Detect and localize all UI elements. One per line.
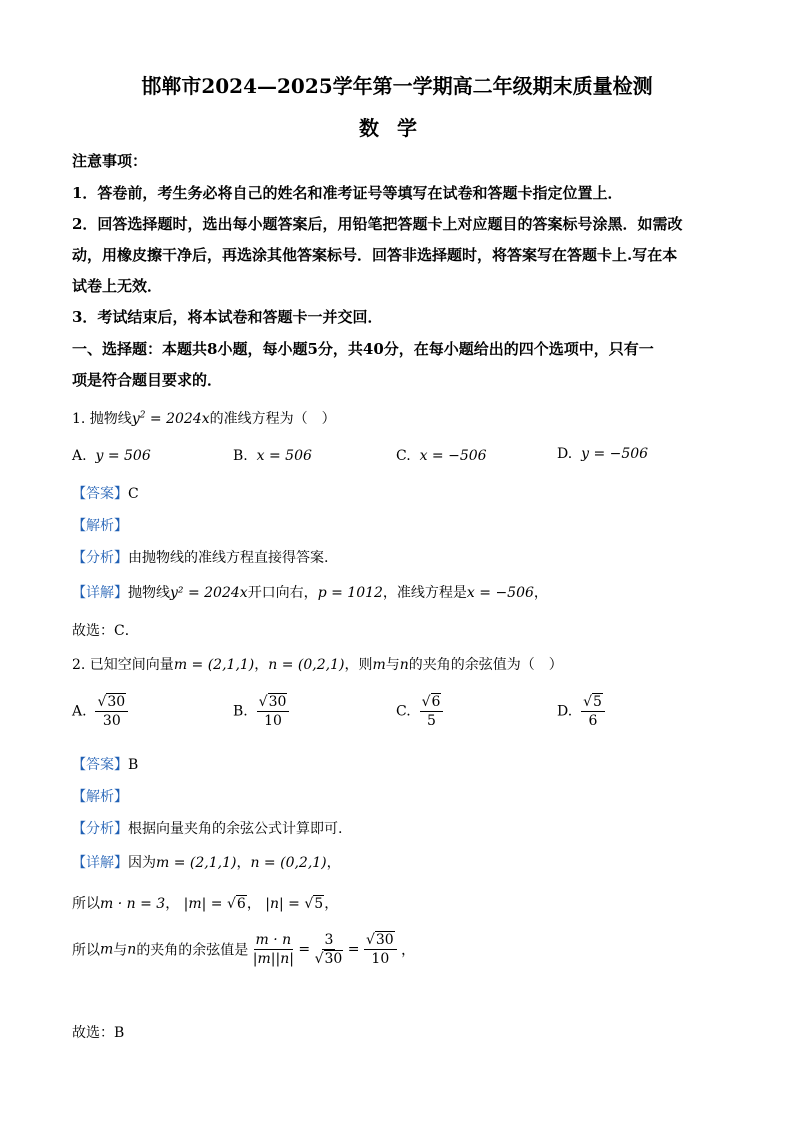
q2-detail: 【详解】因为m = (2,1,1)，n = (0,2,1)，: [72, 855, 341, 871]
q1-option-b: B. x = 506: [233, 448, 312, 464]
q2-vector-m: m = (2,1,1): [173, 657, 255, 673]
q2-detail-line-2: 所以m · n = 3， |m| = √6， |n| = √5，: [72, 896, 339, 912]
question-1-stem: [72, 408, 336, 428]
notes-heading: 注意事项：: [72, 152, 148, 170]
section-1-line-1: 一、选择题：本题共8小题，每小题5分，共40分，在每小题给出的四个选项中，只有一: [72, 340, 654, 358]
q1-answer: 【答案】C: [72, 486, 139, 502]
q1-answer-tag: 答案: [86, 486, 114, 502]
q1-equation: $y^2 = 2024x$: [131, 410, 210, 427]
q2-option-d: D. $\frac{√5}{6}$: [557, 694, 605, 729]
q2-option-a: A. $\frac{√30}{30}$: [72, 694, 128, 729]
q2-conclusion: 故选：B: [72, 1025, 125, 1041]
notes-item-3: 3．考试结束后，将本试卷和答题卡一并交回．: [72, 308, 383, 326]
exam-subject: 数学: [359, 116, 435, 140]
q2-option-d-fraction: $\frac{√5}{6}$: [581, 694, 605, 729]
q1-conclusion: 故选：C．: [72, 623, 139, 639]
q2-option-c-fraction: $\frac{√6}{5}$: [420, 694, 444, 729]
q2-option-b-fraction: $\frac{√30}{10}$: [257, 694, 290, 729]
q2-cosine-fraction-2: $\frac{3}{√30}$: [314, 932, 343, 967]
q2-answer-value: B: [128, 757, 139, 773]
q1-analysis-tag: 【解析】: [72, 518, 128, 534]
q2-option-c: C. $\frac{√6}{5}$: [396, 694, 443, 729]
q2-analysis-tag: 【解析】: [72, 789, 128, 805]
question-2-stem: 2. 已知空间向量m = (2,1,1)，n = (0,2,1)，则m与n的夹角的余弦值为（ ）: [72, 657, 563, 673]
q2-answer: 【答案】B: [72, 757, 139, 773]
q2-cosine-fraction-1: $\frac{m \cdot n}{|m||n|}$: [252, 932, 294, 967]
notes-item-2-line-1: 2．回答选择题时，选出每小题答案后，用铅笔把答题卡上对应题目的答案标号涂黑．如需改: [72, 215, 683, 233]
q2-option-b: B. $\frac{√30}{10}$: [233, 694, 289, 729]
notes-item-2-line-2: 动，用橡皮擦干净后，再选涂其他答案标号．回答非选择题时，将答案写在答题卡上.写在本: [72, 246, 678, 264]
q2-fenxi: 【分析】根据向量夹角的余弦公式计算即可.: [72, 821, 343, 837]
section-1-line-2: 项是符合题目要求的．: [72, 371, 223, 389]
q1-answer-value: C: [128, 486, 139, 502]
q1-option-d: D. y = −506: [557, 446, 649, 462]
q2-option-a-fraction: $\frac{√30}{30}$: [95, 694, 128, 729]
q1-prefix: 1. 抛物线: [72, 411, 132, 427]
q1-option-c: C. x = −506: [396, 448, 487, 464]
q2-vector-n: n = (0,2,1): [268, 657, 345, 673]
notes-item-2-line-3: 试卷上无效．: [72, 277, 163, 295]
q1-fenxi: 【分析】由抛物线的准线方程直接得答案.: [72, 550, 329, 566]
q1-suffix: 的准线方程为（ ）: [209, 411, 336, 427]
exam-title: 邯郸市2024—2025学年第一学期高二年级期末质量检测: [141, 74, 653, 98]
q2-cosine-fraction-3: $\frac{√30}{10}$: [364, 932, 397, 967]
q1-detail: 【详解】抛物线y² = 2024x开口向右，p = 1012，准线方程是x = −506，: [72, 585, 548, 601]
q1-option-a: A. y = 506: [72, 448, 151, 464]
q2-detail-line-3: 所以m与n的夹角的余弦值是 $\frac{m \cdot n}{|m||n|}$ = $\frac{3}{√30}$ = $\frac{√30}{10}$ ，: [72, 932, 416, 967]
notes-item-1: 1．答卷前，考生务必将自己的姓名和准考证号等填写在试卷和答题卡指定位置上．: [72, 184, 623, 202]
q2-answer-tag: 答案: [86, 757, 114, 773]
